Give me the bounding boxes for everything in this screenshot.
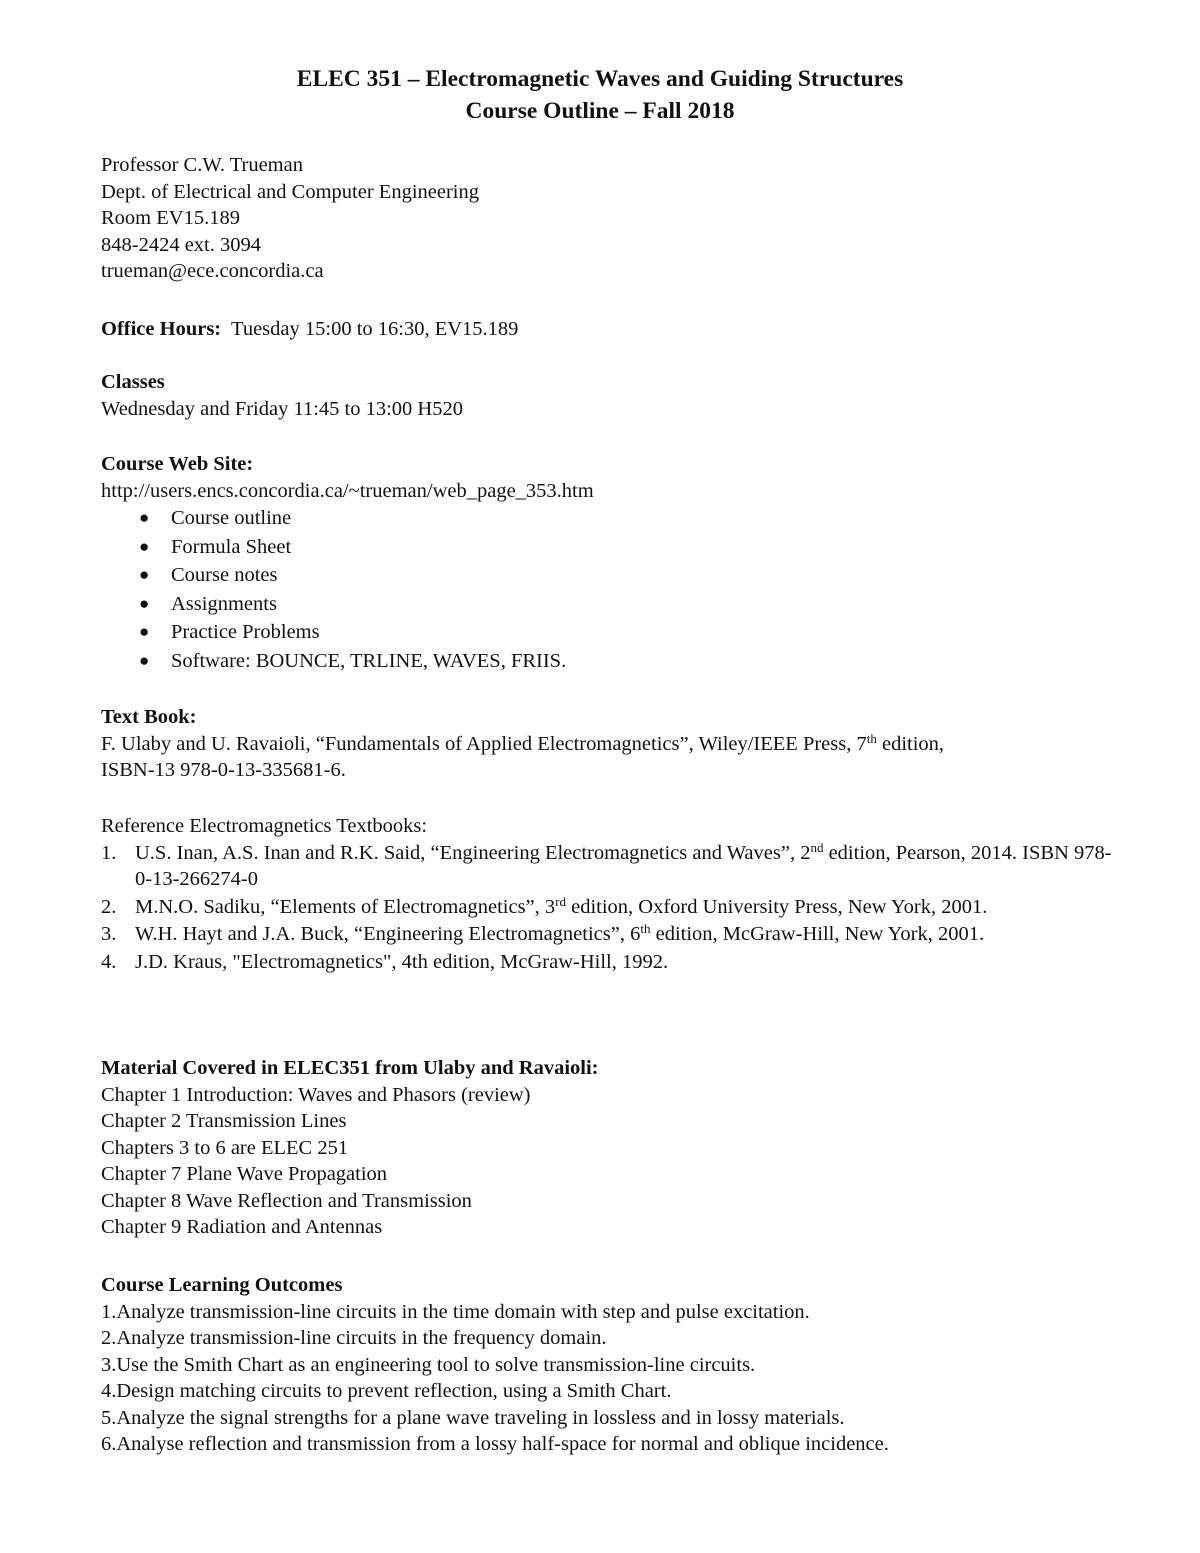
list-item: 6.Analyse reflection and transmission from a lossy half-space for normal and oblique incidence. (101, 1433, 889, 1455)
list-item: ● Software: BOUNCE, TRLINE, WAVES, FRIIS. (101, 647, 1121, 676)
bullet-icon: ● (139, 536, 150, 556)
website-section (101, 451, 1121, 675)
list-item: ● Formula Sheet (101, 533, 1121, 562)
classes-section (101, 369, 1121, 422)
document-title (0, 63, 1200, 127)
website-url: http://users.encs.concordia.ca/~trueman/web_page_353.htm (101, 479, 594, 502)
professor-name: Professor C.W. Trueman (101, 154, 303, 176)
list-item: Chapter 8 Wave Reflection and Transmission (101, 1189, 472, 1212)
outcomes-heading: Course Learning Outcomes (101, 1274, 343, 1296)
list-item: Chapter 9 Radiation and Antennas (101, 1216, 383, 1238)
bullet-icon: ● (139, 593, 150, 613)
list-item: ● Practice Problems (101, 618, 1121, 647)
references-section (101, 813, 1121, 976)
office-hours-value: Tuesday 15:00 to 16:30, EV15.189 (231, 318, 519, 340)
list-item: ● Course notes (101, 561, 1121, 590)
title-line-1: ELEC 351 – Electromagnetic Waves and Guiding Structures (296, 66, 904, 92)
reference-item: 3. W.H. Hayt and J.A. Buck, “Engineering Electromagnetics”, 6th edition, McGraw-Hill, New York, 2001. (101, 921, 985, 945)
references-heading: Reference Electromagnetics Textbooks: (101, 815, 428, 837)
office-hours-label: Office Hours: (101, 318, 222, 340)
bullet-icon: ● (139, 565, 150, 584)
list-item: Chapter 7 Plane Wave Propagation (101, 1163, 388, 1185)
material-heading: Material Covered in ELEC351 from Ulaby and Ravaioli: (101, 1057, 599, 1079)
outcomes-section (101, 1272, 1121, 1458)
list-item: Chapters 3 to 6 are ELEC 251 (101, 1136, 349, 1159)
list-item: 4.Design matching circuits to prevent reflection, using a Smith Chart. (101, 1380, 672, 1402)
textbook-section (101, 704, 1121, 784)
classes-value: Wednesday and Friday 11:45 to 13:00 H520 (101, 397, 463, 420)
list-item: 2.Analyze transmission-line circuits in the frequency domain. (101, 1327, 607, 1349)
list-item: 3.Use the Smith Chart as an engineering tool to solve transmission-line circuits. (101, 1353, 756, 1376)
textbook-citation: F. Ulaby and U. Ravaioli, “Fundamentals of Applied Electromagnetics”, Wiley/IEEE Press, 7th edition, (101, 730, 945, 755)
title-line-2: Course Outline – Fall 2018 (465, 98, 735, 124)
reference-item: 4. J.D. Kraus, "Electromagnetics", 4th edition, McGraw-Hill, 1992. (101, 950, 669, 973)
contact-block (101, 152, 1121, 285)
list-item: ● Assignments (101, 590, 1121, 619)
bullet-icon: ● (139, 508, 150, 527)
bullet-icon: ● (139, 622, 150, 641)
office-hours (101, 316, 1121, 343)
website-contents-list (101, 504, 1121, 675)
list-item: Chapter 2 Transmission Lines (101, 1110, 347, 1132)
list-item: Chapter 1 Introduction: Waves and Phasors (review) (101, 1083, 531, 1106)
reference-item: 1. U.S. Inan, A.S. Inan and R.K. Said, “Engineering Electromagnetics and Waves”, 2nd edition, Pearson, 2014. ISBN 978-0-13-266274-0 (101, 839, 1112, 890)
textbook-isbn: ISBN-13 978-0-13-335681-6. (101, 759, 346, 781)
phone: 848-2424 ext. 3094 (101, 233, 261, 256)
reference-item: 2. M.N.O. Sadiku, “Elements of Electromagnetics”, 3rd edition, Oxford University Press, New York, 2001. (101, 893, 988, 918)
bullet-icon: ● (139, 650, 150, 670)
references-list (101, 840, 1121, 976)
list-item: 1.Analyze transmission-line circuits in the time domain with step and pulse excitation. (101, 1300, 810, 1323)
website-heading: Course Web Site: (101, 453, 254, 475)
list-item: ● Course outline (101, 504, 1121, 533)
classes-heading: Classes (101, 371, 165, 393)
list-item: 5.Analyze the signal strengths for a plane wave traveling in lossless and in lossy materials. (101, 1406, 845, 1429)
email: trueman@ece.concordia.ca (101, 260, 324, 282)
department: Dept. of Electrical and Computer Engineering (101, 180, 479, 203)
office-room: Room EV15.189 (101, 207, 240, 229)
material-section (101, 1055, 1121, 1241)
textbook-heading: Text Book: (101, 706, 197, 728)
